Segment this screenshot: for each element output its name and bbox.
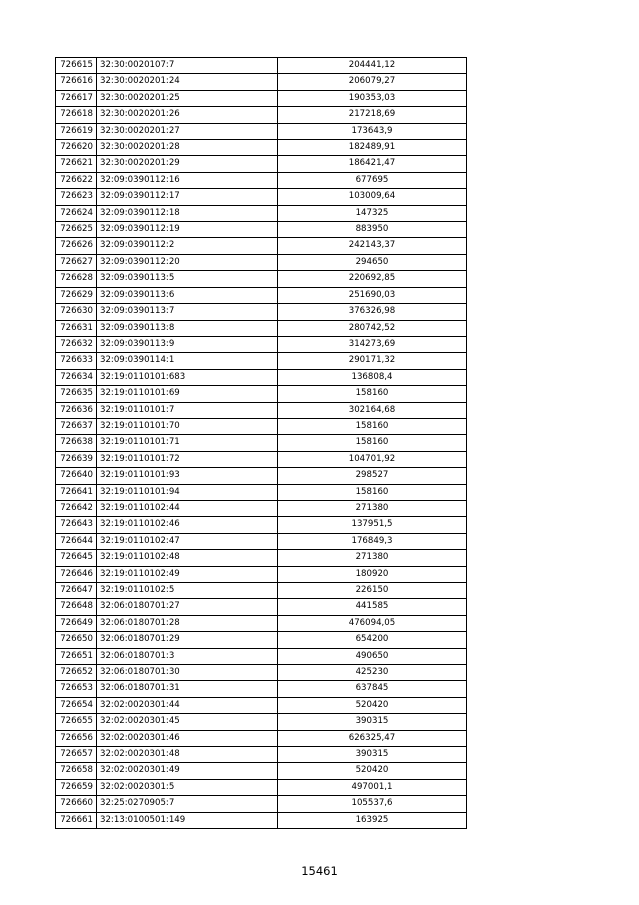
cadastral-number-cell: 32:09:0390112:17 — [97, 189, 278, 205]
cadastral-number-cell: 32:19:0110102:48 — [97, 550, 278, 566]
value-cell: 294650 — [278, 254, 467, 270]
cadastral-number-cell: 32:19:0110102:47 — [97, 533, 278, 549]
cadastral-number-cell: 32:09:0390113:5 — [97, 271, 278, 287]
value-cell: 280742,52 — [278, 320, 467, 336]
row-id-cell: 726660 — [56, 796, 97, 812]
cadastral-number-cell: 32:19:0110102:49 — [97, 566, 278, 582]
row-id-cell: 726619 — [56, 123, 97, 139]
row-id-cell: 726616 — [56, 74, 97, 90]
value-cell: 158160 — [278, 418, 467, 434]
row-id-cell: 726636 — [56, 402, 97, 418]
value-cell: 176849,3 — [278, 533, 467, 549]
row-id-cell: 726617 — [56, 90, 97, 106]
row-id-cell: 726642 — [56, 500, 97, 516]
row-id-cell: 726655 — [56, 714, 97, 730]
table-row — [56, 533, 467, 549]
cadastral-number-cell: 32:09:0390113:7 — [97, 304, 278, 320]
cadastral-number-cell: 32:13:0100501:149 — [97, 812, 278, 828]
cadastral-number-cell: 32:19:0110101:72 — [97, 451, 278, 467]
value-cell: 136808,4 — [278, 369, 467, 385]
value-cell: 217218,69 — [278, 107, 467, 123]
table-row — [56, 140, 467, 156]
value-cell: 490650 — [278, 648, 467, 664]
cadastral-number-cell: 32:19:0110102:46 — [97, 517, 278, 533]
cadastral-number-cell: 32:09:0390113:9 — [97, 336, 278, 352]
cadastral-value-table — [55, 57, 467, 829]
row-id-cell: 726657 — [56, 747, 97, 763]
value-cell: 302164,68 — [278, 402, 467, 418]
cadastral-number-cell: 32:02:0020301:46 — [97, 730, 278, 746]
row-id-cell: 726630 — [56, 304, 97, 320]
value-cell: 190353,03 — [278, 90, 467, 106]
row-id-cell: 726652 — [56, 665, 97, 681]
row-id-cell: 726631 — [56, 320, 97, 336]
row-id-cell: 726626 — [56, 238, 97, 254]
cadastral-number-cell: 32:02:0020301:49 — [97, 763, 278, 779]
cadastral-number-cell: 32:02:0020301:48 — [97, 747, 278, 763]
table-row — [56, 402, 467, 418]
table-row — [56, 156, 467, 172]
value-cell: 147325 — [278, 205, 467, 221]
cadastral-number-cell: 32:09:0390112:18 — [97, 205, 278, 221]
cadastral-number-cell: 32:19:0110101:70 — [97, 418, 278, 434]
value-cell: 103009,64 — [278, 189, 467, 205]
table-row — [56, 632, 467, 648]
row-id-cell: 726634 — [56, 369, 97, 385]
table-body — [56, 58, 467, 829]
table-row — [56, 90, 467, 106]
value-cell: 314273,69 — [278, 336, 467, 352]
cadastral-number-cell: 32:02:0020301:5 — [97, 779, 278, 795]
value-cell: 654200 — [278, 632, 467, 648]
table-row — [56, 189, 467, 205]
value-cell: 637845 — [278, 681, 467, 697]
table-row — [56, 468, 467, 484]
cadastral-number-cell: 32:30:0020201:26 — [97, 107, 278, 123]
row-id-cell: 726645 — [56, 550, 97, 566]
value-cell: 204441,12 — [278, 58, 467, 74]
value-cell: 626325,47 — [278, 730, 467, 746]
table-row — [56, 796, 467, 812]
row-id-cell: 726646 — [56, 566, 97, 582]
cadastral-number-cell: 32:09:0390113:8 — [97, 320, 278, 336]
cadastral-number-cell: 32:09:0390112:19 — [97, 222, 278, 238]
row-id-cell: 726620 — [56, 140, 97, 156]
row-id-cell: 726654 — [56, 697, 97, 713]
value-cell: 390315 — [278, 714, 467, 730]
table-row — [56, 123, 467, 139]
value-cell: 677695 — [278, 172, 467, 188]
table-row — [56, 336, 467, 352]
cadastral-number-cell: 32:30:0020201:24 — [97, 74, 278, 90]
row-id-cell: 726653 — [56, 681, 97, 697]
table-row — [56, 172, 467, 188]
table-row — [56, 287, 467, 303]
row-id-cell: 726647 — [56, 583, 97, 599]
cadastral-number-cell: 32:06:0180701:31 — [97, 681, 278, 697]
table-row — [56, 435, 467, 451]
row-id-cell: 726628 — [56, 271, 97, 287]
cadastral-number-cell: 32:19:0110101:93 — [97, 468, 278, 484]
row-id-cell: 726637 — [56, 418, 97, 434]
cadastral-number-cell: 32:19:0110102:44 — [97, 500, 278, 516]
value-cell: 520420 — [278, 697, 467, 713]
value-cell: 271380 — [278, 500, 467, 516]
cadastral-number-cell: 32:02:0020301:44 — [97, 697, 278, 713]
table-row — [56, 386, 467, 402]
cadastral-number-cell: 32:19:0110101:69 — [97, 386, 278, 402]
table-row — [56, 566, 467, 582]
row-id-cell: 726656 — [56, 730, 97, 746]
value-cell: 251690,03 — [278, 287, 467, 303]
cadastral-number-cell: 32:09:0390112:2 — [97, 238, 278, 254]
table-row — [56, 222, 467, 238]
value-cell: 425230 — [278, 665, 467, 681]
table-row — [56, 74, 467, 90]
cadastral-number-cell: 32:06:0180701:30 — [97, 665, 278, 681]
table-row — [56, 517, 467, 533]
value-cell: 242143,37 — [278, 238, 467, 254]
value-cell: 220692,85 — [278, 271, 467, 287]
value-cell: 476094,05 — [278, 615, 467, 631]
row-id-cell: 726615 — [56, 58, 97, 74]
row-id-cell: 726638 — [56, 435, 97, 451]
table-row — [56, 763, 467, 779]
value-cell: 173643,9 — [278, 123, 467, 139]
table-row — [56, 665, 467, 681]
value-cell: 158160 — [278, 386, 467, 402]
cadastral-number-cell: 32:09:0390112:20 — [97, 254, 278, 270]
table-row — [56, 451, 467, 467]
row-id-cell: 726627 — [56, 254, 97, 270]
table-row — [56, 550, 467, 566]
cadastral-number-cell: 32:06:0180701:29 — [97, 632, 278, 648]
cadastral-number-cell: 32:09:0390114:1 — [97, 353, 278, 369]
cadastral-number-cell: 32:30:0020107:7 — [97, 58, 278, 74]
table-row — [56, 599, 467, 615]
value-cell: 104701,92 — [278, 451, 467, 467]
row-id-cell: 726661 — [56, 812, 97, 828]
row-id-cell: 726625 — [56, 222, 97, 238]
row-id-cell: 726651 — [56, 648, 97, 664]
page-number: 15461 — [301, 864, 338, 878]
row-id-cell: 726648 — [56, 599, 97, 615]
cadastral-number-cell: 32:30:0020201:25 — [97, 90, 278, 106]
row-id-cell: 726649 — [56, 615, 97, 631]
table-row — [56, 583, 467, 599]
row-id-cell: 726633 — [56, 353, 97, 369]
cadastral-number-cell: 32:19:0110101:683 — [97, 369, 278, 385]
cadastral-number-cell: 32:09:0390113:6 — [97, 287, 278, 303]
cadastral-number-cell: 32:19:0110101:94 — [97, 484, 278, 500]
row-id-cell: 726621 — [56, 156, 97, 172]
table-row — [56, 238, 467, 254]
row-id-cell: 726622 — [56, 172, 97, 188]
row-id-cell: 726639 — [56, 451, 97, 467]
value-cell: 180920 — [278, 566, 467, 582]
row-id-cell: 726618 — [56, 107, 97, 123]
cadastral-number-cell: 32:25:0270905:7 — [97, 796, 278, 812]
table-row — [56, 730, 467, 746]
value-cell: 182489,91 — [278, 140, 467, 156]
value-cell: 271380 — [278, 550, 467, 566]
table-row — [56, 254, 467, 270]
value-cell: 390315 — [278, 747, 467, 763]
value-cell: 163925 — [278, 812, 467, 828]
table-row — [56, 484, 467, 500]
cadastral-number-cell: 32:19:0110101:7 — [97, 402, 278, 418]
table-row — [56, 58, 467, 74]
table-row — [56, 812, 467, 828]
table-row — [56, 681, 467, 697]
cadastral-number-cell: 32:30:0020201:28 — [97, 140, 278, 156]
cadastral-number-cell: 32:30:0020201:29 — [97, 156, 278, 172]
table-row — [56, 779, 467, 795]
value-cell: 298527 — [278, 468, 467, 484]
row-id-cell: 726643 — [56, 517, 97, 533]
row-id-cell: 726623 — [56, 189, 97, 205]
value-cell: 158160 — [278, 484, 467, 500]
value-cell: 497001,1 — [278, 779, 467, 795]
table-row — [56, 697, 467, 713]
table-row — [56, 205, 467, 221]
cadastral-number-cell: 32:06:0180701:28 — [97, 615, 278, 631]
value-cell: 105537,6 — [278, 796, 467, 812]
row-id-cell: 726641 — [56, 484, 97, 500]
table-row — [56, 320, 467, 336]
value-cell: 290171,32 — [278, 353, 467, 369]
cadastral-number-cell: 32:19:0110101:71 — [97, 435, 278, 451]
table-row — [56, 271, 467, 287]
value-cell: 206079,27 — [278, 74, 467, 90]
table-row — [56, 107, 467, 123]
cadastral-number-cell: 32:06:0180701:3 — [97, 648, 278, 664]
value-cell: 226150 — [278, 583, 467, 599]
cadastral-number-cell: 32:30:0020201:27 — [97, 123, 278, 139]
table-row — [56, 648, 467, 664]
table-row — [56, 418, 467, 434]
value-cell: 376326,98 — [278, 304, 467, 320]
row-id-cell: 726658 — [56, 763, 97, 779]
value-cell: 186421,47 — [278, 156, 467, 172]
row-id-cell: 726624 — [56, 205, 97, 221]
value-cell: 137951,5 — [278, 517, 467, 533]
table-row — [56, 747, 467, 763]
row-id-cell: 726635 — [56, 386, 97, 402]
cadastral-number-cell: 32:06:0180701:27 — [97, 599, 278, 615]
cadastral-number-cell: 32:09:0390112:16 — [97, 172, 278, 188]
value-cell: 883950 — [278, 222, 467, 238]
row-id-cell: 726659 — [56, 779, 97, 795]
cadastral-number-cell: 32:19:0110102:5 — [97, 583, 278, 599]
row-id-cell: 726650 — [56, 632, 97, 648]
row-id-cell: 726640 — [56, 468, 97, 484]
row-id-cell: 726632 — [56, 336, 97, 352]
table-row — [56, 714, 467, 730]
value-cell: 441585 — [278, 599, 467, 615]
table-row — [56, 615, 467, 631]
cadastral-number-cell: 32:02:0020301:45 — [97, 714, 278, 730]
table-row — [56, 304, 467, 320]
value-cell: 158160 — [278, 435, 467, 451]
table-row — [56, 500, 467, 516]
row-id-cell: 726644 — [56, 533, 97, 549]
row-id-cell: 726629 — [56, 287, 97, 303]
value-cell: 520420 — [278, 763, 467, 779]
table-row — [56, 369, 467, 385]
table-row — [56, 353, 467, 369]
